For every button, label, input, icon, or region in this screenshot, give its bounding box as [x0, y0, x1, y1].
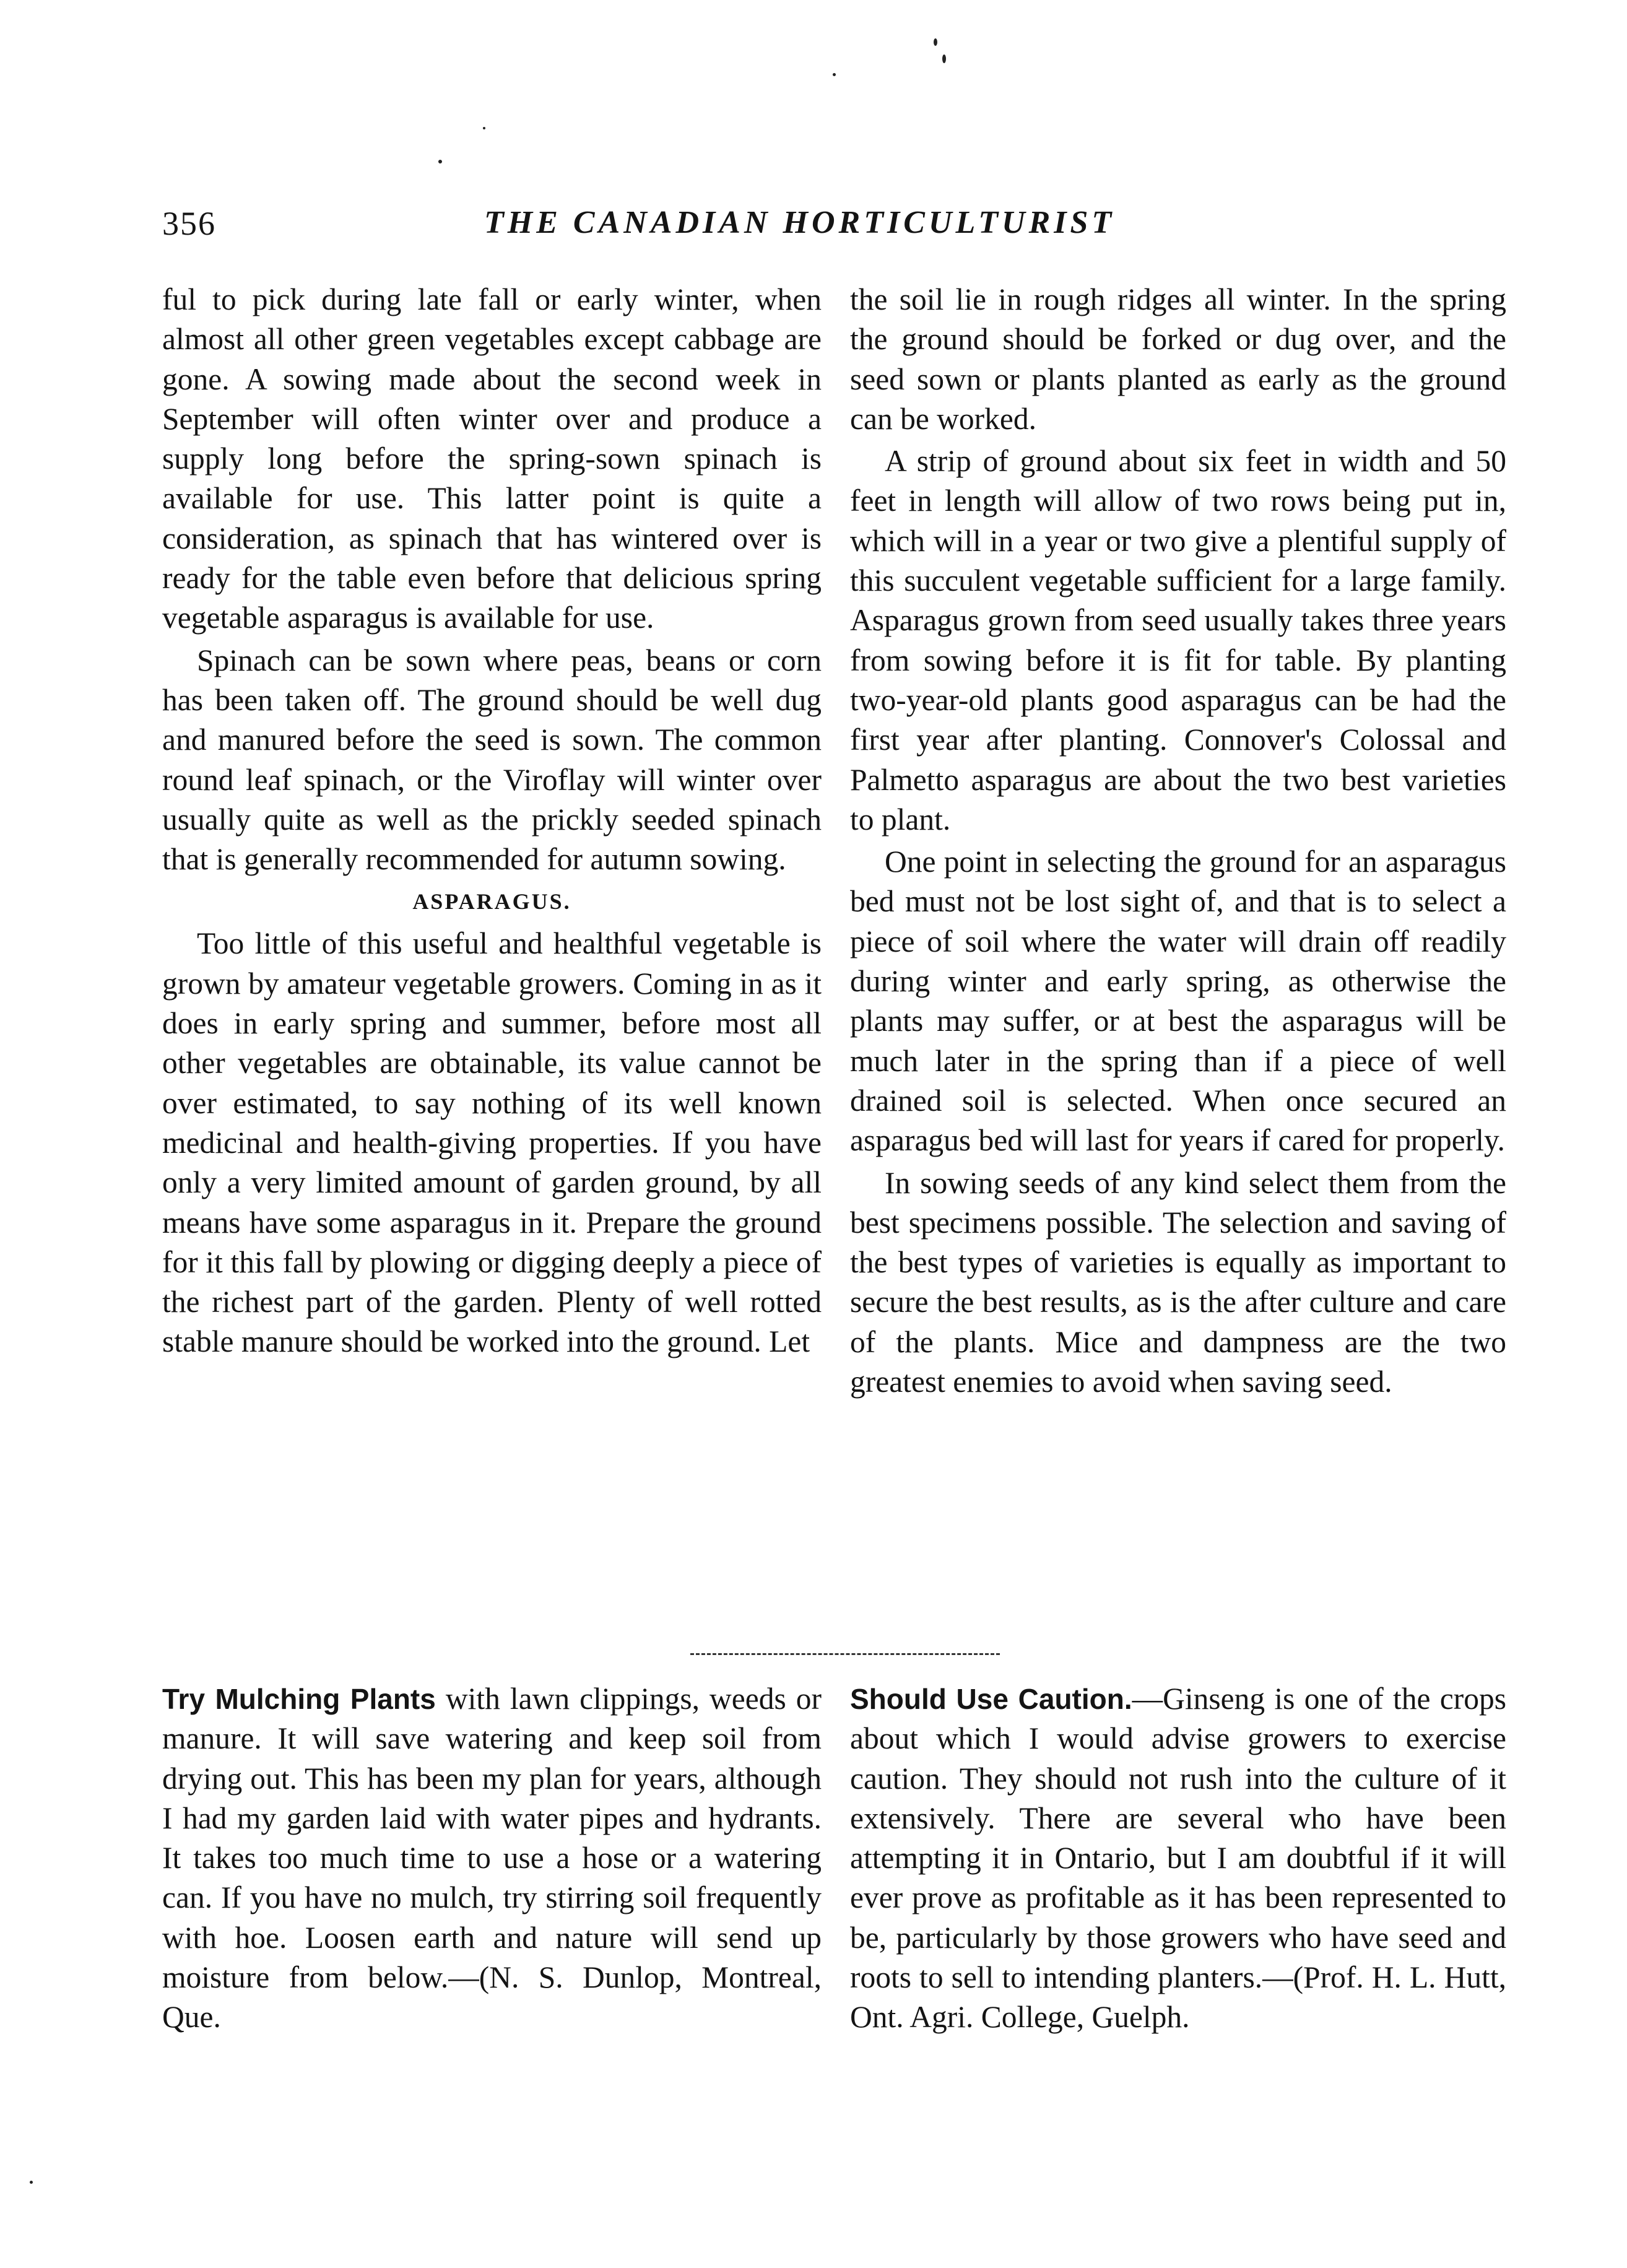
right-paragraph-4: In sowing seeds of any kind select them from the best specimens possible. The selection and saving of the best types of varieties is equally as important to secure the best results, as is the after culture and care of the plants. Mice and dampness are the two greatest enemies to avoid when saving seed.: [850, 1165, 1506, 1399]
mulching-note: [162, 1679, 822, 2038]
left-paragraph-1: ful to pick during late fall or early winter, when almost all other green vegetables except cabbage are gone. A sowing made about the second week in September will often winter over and produce a supply long before the spring-sown spinach is available for use. This latter point is quite a consideration, as spinach that has wintered over is ready for the table even before that delicious spring vegetable asparagus is available for use.: [162, 282, 822, 635]
caution-note: [850, 1679, 1506, 2038]
right-paragraph-3: One point in selecting the ground for an asparagus bed must not be lost sight of, and that is to select a piece of soil where the water will drain off readily during winter and early spring, as otherwise the plants may suffer, or at best the asparagus will be much later in the spring than if a piece of well drained soil is selected. When once secured an asparagus bed will last for years if cared for properly.: [850, 845, 1506, 1158]
scan-speck: [483, 127, 485, 129]
scan-speck: [942, 54, 946, 63]
section-heading-asparagus: ASPARAGUS.: [412, 889, 571, 915]
left-column: [162, 280, 822, 1362]
mulching-body: with lawn clippings, weeds or manure. It will save watering and keep soil from drying out. This has been my plan for years, although I had my garden laid with water pipes and hydrants. It takes too much time to use a hose or a watering can. If you have no mulch, try stirring soil frequently with hoe. Loosen earth and nature will send up moisture from below.—(N. S. Dunlop, Montreal, Que.: [162, 1682, 822, 2035]
mulching-lead: Try Mulching Plants: [162, 1683, 436, 1715]
running-title: THE CANADIAN HORTICULTURIST: [484, 205, 1116, 240]
caution-paragraph: [850, 1679, 1506, 2038]
scan-speck: [833, 73, 836, 76]
caution-body: —Ginseng is one of the crops about which I would advise growers to exercise caution. They should not rush into the culture of it extensively. There are several who have been attempting it in Ontario, but I am doubtful if it will ever prove as profitable as it has been represented to be, particularly by those growers who have seed and roots to sell to intending planters.—(Prof. H. L. Hutt, Ont. Agri. College, Guelph.: [850, 1682, 1506, 2035]
page-header: [162, 198, 1190, 254]
left-paragraph-3: Too little of this useful and healthful vegetable is grown by amateur vegetable growers. Coming in as it does in early spring and summer, before most all other vegetables are obtainable, its value cannot be over estimated, to say nothing of its well known medicinal and health-giving properties. If you have only a very limited amount of garden ground, by all means have some asparagus in it. Prepare the ground for it this fall by plowing or digging deeply a piece of the richest part of the garden. Plenty of well rotted stable manure should be worked into the ground. Let: [162, 926, 822, 1359]
scan-speck: [438, 160, 442, 163]
page-number: 356: [162, 205, 216, 242]
caution-lead: Should Use Caution.: [850, 1683, 1132, 1715]
scan-speck: [30, 2181, 33, 2184]
mulching-paragraph: [162, 1679, 822, 2038]
right-column: [850, 280, 1506, 1402]
right-paragraph-1: the soil lie in rough ridges all winter. In the spring the ground should be forked or dug over, and the seed sown or plants planted as early as the ground can be worked.: [850, 282, 1506, 436]
right-paragraph-2: A strip of ground about six feet in width and 50 feet in length will allow of two rows being put in, which will in a year or two give a plentiful supply of this succulent vegetable sufficient for a large family. Asparagus grown from seed usually takes three years from sowing before it is fit for table. By planting two-year-old plants good asparagus can be had the first year after planting. Connover's Colossal and Palmetto asparagus are about the two best varieties to plant.: [850, 444, 1506, 836]
scan-speck: [934, 38, 937, 46]
left-paragraph-2: Spinach can be sown where peas, beans or corn has been taken off. The ground should be well dug and manured before the seed is sown. The common round leaf spinach, or the Viroflay will winter over usually quite as well as the prickly seeded spinach that is generally recommended for autumn sowing.: [162, 643, 822, 877]
section-divider: [690, 1653, 1000, 1655]
